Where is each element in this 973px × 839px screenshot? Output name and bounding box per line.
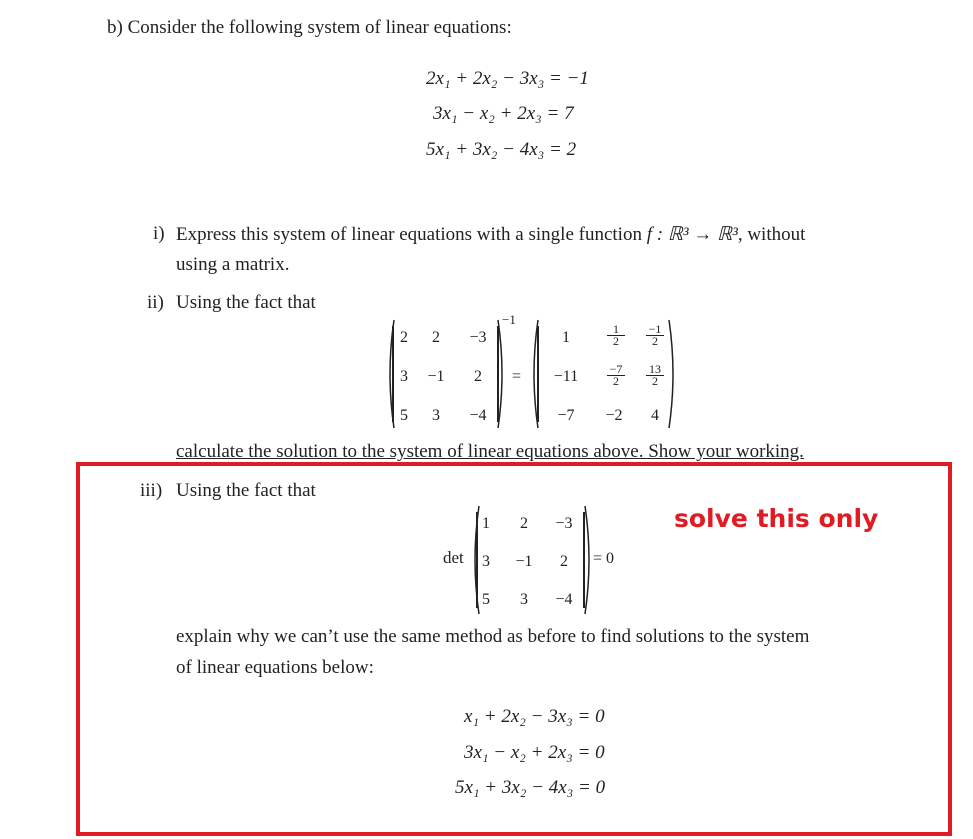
matrix-cell: −3 [555,515,573,532]
fraction-cell [646,364,664,387]
matrix-cell: −4 [469,407,487,424]
fraction-numerator: −1 [646,324,664,336]
inverse-exponent: −1 [502,312,516,327]
matrix-cell: −3 [469,329,487,346]
fraction-denominator: 2 [652,374,658,388]
matrix-cell: −1 [515,553,533,570]
matrix-cell: 2 [520,515,528,532]
matrix-cell: 4 [651,407,659,424]
part-i-line1-end: , without [737,224,806,245]
part-iii-label: iii) [140,480,163,501]
matrix-cell: 2 [560,553,568,570]
matrix-cell: 3 [400,368,408,385]
matrix-cell: 5 [400,407,408,424]
matrix-cell: 2 [474,368,482,385]
system2-equation-1: x₁ + 2x₂ − 3x₃ = 0 [464,706,605,727]
part-ii-intro: Using the fact that [176,292,316,313]
system1-equation-3: 5x₁ + 3x₂ − 4x₃ = 2 [426,139,577,160]
matrix-cell: 1 [562,329,570,346]
det-label: det [443,548,464,567]
matrix-bar-left [537,326,539,422]
system1-equation-2: 3x₁ − x₂ + 2x₃ = 7 [433,103,574,124]
matrix-cell: −2 [605,407,623,424]
right-paren [667,318,679,430]
matrix-cell: 2 [432,329,440,346]
fraction-numerator: −7 [607,364,625,376]
part-i-text [176,223,805,246]
fraction-cell [646,324,664,347]
solve-this-only-note: solve this only [674,504,879,533]
part-ii-conclusion: calculate the solution to the system of linear equations above. Show your working. [176,441,804,462]
part-iii-explain-line1: explain why we can’t use the same method as before to find solutions to the system [176,626,810,647]
fraction-cell [607,324,625,347]
part-i-function: f : ℝ³ → ℝ³ [646,224,738,245]
matrix-cell: 3 [482,553,490,570]
matrix-cell: −1 [427,368,445,385]
fraction-numerator: 1 [607,324,625,336]
matrix-cell: 3 [520,591,528,608]
system2-equation-2: 3x₁ − x₂ + 2x₃ = 0 [464,742,605,763]
part-i-label: i) [153,223,165,244]
part-ii-label: ii) [147,292,164,313]
system1-equation-1: 2x₁ + 2x₂ − 3x₃ = −1 [426,68,589,89]
matrix-cell: −4 [555,591,573,608]
part-iii-explain-line2: of linear equations below: [176,657,374,678]
matrix-cell: 3 [432,407,440,424]
part-i-line2: using a matrix. [176,254,290,275]
system2-equation-3: 5x₁ + 3x₂ − 4x₃ = 0 [455,777,606,798]
det-equals-zero: = 0 [593,550,615,567]
matrix-cell: −11 [553,368,579,385]
right-paren [496,318,508,430]
fraction-numerator: 13 [646,364,664,376]
matrix-cell: 1 [482,515,490,532]
fraction-denominator: 2 [613,374,619,388]
equals-sign: = [512,368,522,385]
matrix-cell: 5 [482,591,490,608]
matrix-cell: −7 [557,407,575,424]
fraction-cell [607,364,625,387]
part-iii-intro: Using the fact that [176,480,316,501]
matrix-cell: 2 [400,329,408,346]
fraction-denominator: 2 [613,334,619,348]
part-b-heading: b) Consider the following system of linear equations: [107,17,512,38]
part-i-line1: Express this system of linear equations with a single function [176,224,642,245]
fraction-denominator: 2 [652,334,658,348]
